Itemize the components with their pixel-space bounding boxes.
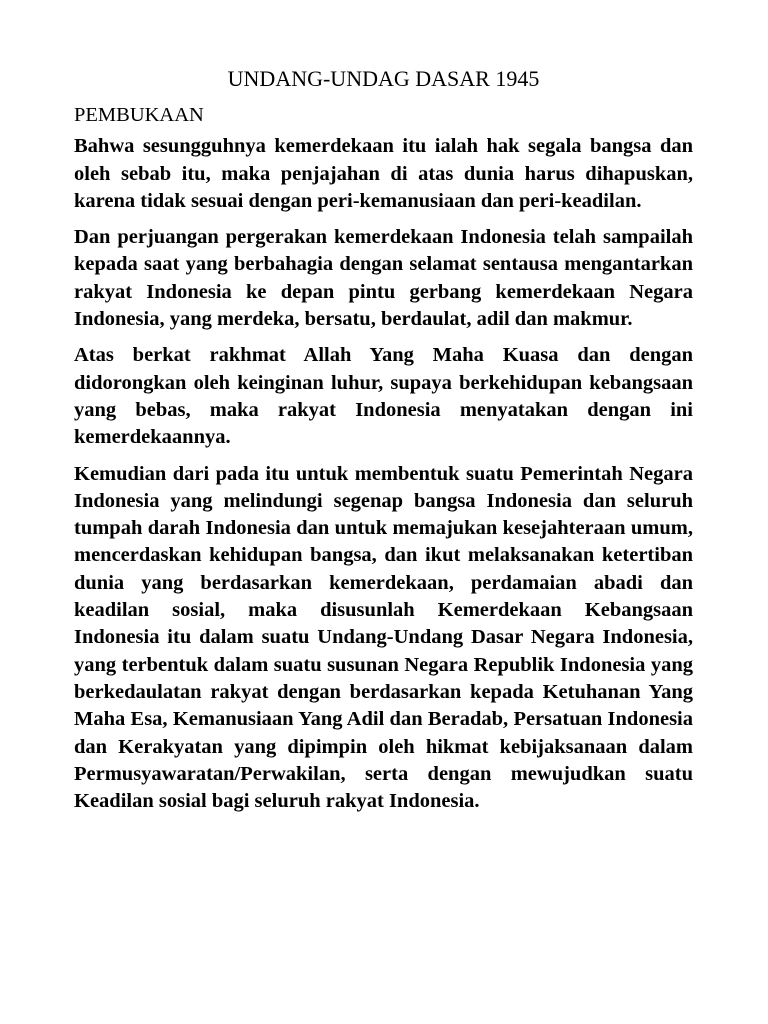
section-heading: PEMBUKAAN	[74, 104, 204, 126]
paragraph-4: Kemudian dari pada itu untuk membentuk suatu Pemerintah Negara Indonesia yang melindungi segenap bangsa Indonesia dan seluruh tumpah darah Indonesia dan untuk memajukan kesejahteraan umum, mencerdaskan kehidupan bangsa, dan ikut melaksanakan ketertiban dunia yang berdasarkan kemerdekaan, perdamaian abadi dan keadilan sosial, maka disusunlah Kemerdekaan Kebangsaan Indonesia itu dalam suatu Undang-Undang Dasar Negara Indonesia, yang terbentuk dalam suatu susunan Negara Republik Indonesia yang berkedaulatan rakyat dengan berdasarkan kepada Ketuhanan Yang Maha Esa, Kemanusiaan Yang Adil dan Beradab, Persatuan Indonesia dan Kerakyatan yang dipimpin oleh hikmat kebijaksanaan dalam Permusyawaratan/Perwakilan, serta dengan mewujudkan suatu Keadilan sosial bagi seluruh rakyat Indonesia.	[74, 462, 693, 813]
document-title: UNDANG-UNDAG DASAR 1945	[227, 66, 540, 91]
paragraph-2: Dan perjuangan pergerakan kemerdekaan Indonesia telah sampailah kepada saat yang berbahagia dengan selamat sentausa mengantarkan rakyat Indonesia ke depan pintu gerbang kemerdekaan Negara Indonesia, yang merdeka, bersatu, berdaulat, adil dan makmur.	[74, 226, 693, 331]
document-page	[74, 64, 693, 815]
paragraph-3: Atas berkat rakhmat Allah Yang Maha Kuasa dan dengan didorongkan oleh keinginan luhur, supaya berkehidupan kebangsaan yang bebas, maka rakyat Indonesia menyatakan dengan ini kemerdekaannya.	[74, 344, 693, 449]
paragraph-1: Bahwa sesungguhnya kemerdekaan itu ialah hak segala bangsa dan oleh sebab itu, maka penjajahan di atas dunia harus dihapuskan, karena tidak sesuai dengan peri-kemanusiaan dan peri-keadilan.	[74, 135, 693, 212]
